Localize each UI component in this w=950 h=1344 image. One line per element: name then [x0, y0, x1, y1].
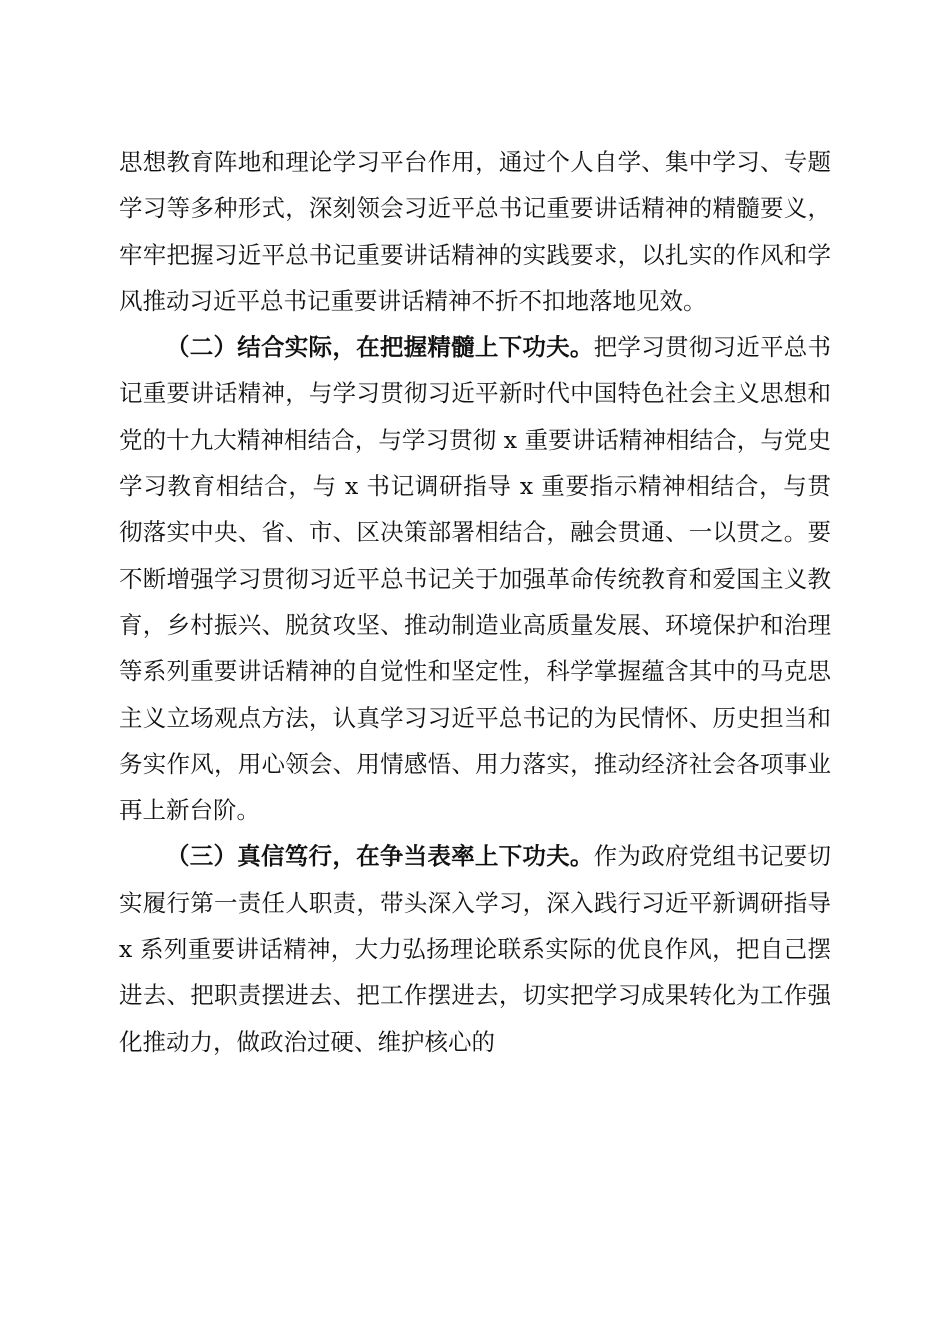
paragraph-text: 思想教育阵地和理论学习平台作用，通过个人自学、集中学习、专题学习等多种形式，深刻领会习近平总书记重要讲话精神的精髓要义，牢牢把握习近平总书记重要讲话精神的实践要求，以扎实的作风和学风推动习近平总书记重要讲话精神不折不扣地落地见效。 [119, 148, 831, 315]
section-3-heading: （三）真信笃行，在争当表率上下功夫。 [166, 842, 594, 871]
body-text [119, 139, 831, 1065]
paragraph-section-2 [119, 324, 831, 833]
paragraph-continuation [119, 139, 831, 324]
section-2-heading: （二）结合实际，在把握精髓上下功夫。 [166, 333, 594, 362]
paragraph-text: 作为政府党组书记要切实履行第一责任人职责，带头深入学习，深入践行习近平新调研指导 x 系列重要讲话精神，大力弘扬理论联系实际的优良作风，把自己摆进去、把职责摆进去、把工作摆进去，切实把学习成果转化为工作强化推动力，做政治过硬、维护核心的 [119, 842, 832, 1056]
paragraph-text: 把学习贯彻习近平总书记重要讲话精神，与学习贯彻习近平新时代中国特色社会主义思想和党的十九大精神相结合，与学习贯彻 x 重要讲话精神相结合，与党史学习教育相结合，与 x 书记调研指导 x 重要指示精神相结合，与贯彻落实中央、省、市、区决策部署相结合，融会贯通、一以贯之。要不断增强学习贯彻习近平总书记关于加强革命传统教育和爱国主义教育，乡村振兴、脱贫攻坚、推动制造业高质量发展、环境保护和治理等系列重要讲话精神的自觉性和坚定性，科学掌握蕴含其中的马克思主义立场观点方法，认真学习习近平总书记的为民情怀、历史担当和务实作风，用心领会、用情感悟、用力落实，推动经济社会各项事业再上新台阶。 [119, 333, 832, 825]
paragraph-section-3 [119, 833, 831, 1064]
